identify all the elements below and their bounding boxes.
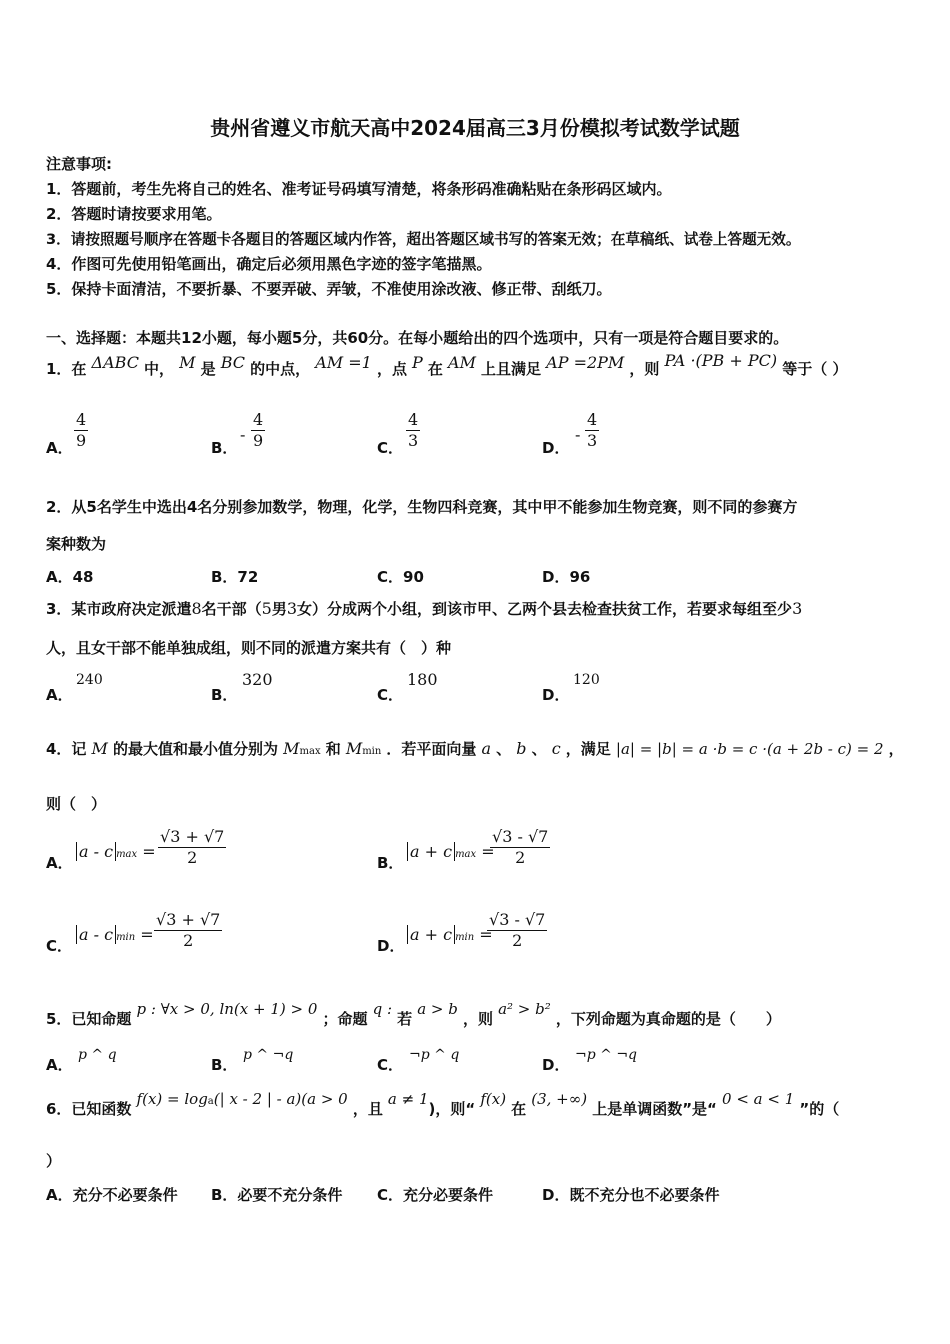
- q1-option-label: C．: [377, 439, 404, 457]
- denominator: 2: [512, 931, 523, 950]
- q6-math: 0 < a < 1: [722, 1090, 795, 1108]
- q1-option-sign: -: [240, 425, 246, 444]
- q3-option-value: 120: [573, 672, 600, 688]
- q1-text: ，点: [376, 360, 407, 378]
- q6-option: A．充分不必要条件: [46, 1186, 178, 1204]
- q5-math: , ln(x + 1) > 0: [209, 1000, 318, 1018]
- q1-option-a-fraction: [74, 410, 88, 451]
- q6-math: (| x - 2 | - a)(a > 0: [213, 1090, 348, 1108]
- q6-text: ”的（: [799, 1100, 840, 1118]
- numerator: √3 - √7: [489, 910, 546, 929]
- q6-option: D．既不充分也不必要条件: [542, 1186, 720, 1204]
- q1-text: 中，: [144, 360, 175, 378]
- q4-math: M: [91, 739, 108, 758]
- q4-option-c-norm: a - c min =: [76, 925, 154, 944]
- q1-text: 是: [200, 360, 216, 378]
- q1-math: AM: [448, 353, 476, 372]
- numerator: 4: [76, 410, 87, 429]
- norm-expression: a + c: [407, 925, 455, 944]
- q3-text: 女）分成两个小组，到该市甲、乙两个县去检查扶贫工作，若要求每组至少: [297, 600, 793, 618]
- denominator: 3: [408, 431, 419, 450]
- q4-math: M: [283, 739, 300, 758]
- q1-text: 1．在: [46, 360, 87, 378]
- question-2-line1: 2．从5名学生中选出4名分别参加数学，物理，化学，生物四科竞赛，其中甲不能参加生物竞赛，则不同的参赛方: [46, 498, 798, 516]
- notice-item: 2．答题时请按要求用笔。: [46, 205, 222, 223]
- q6-option: C．充分必要条件: [377, 1186, 494, 1204]
- q1-option-d-fraction: [585, 410, 599, 451]
- denominator: 9: [253, 431, 264, 450]
- norm-expression: a - c: [76, 842, 116, 861]
- q1-option-label: A．: [46, 439, 73, 457]
- question-4-line2: 则（ ）: [46, 795, 107, 813]
- norm-expression: a - c: [76, 925, 116, 944]
- numerator: 4: [408, 410, 419, 429]
- q1-text: 上且满足: [481, 360, 542, 378]
- q1-option-label: B．: [211, 439, 238, 457]
- q3-math: 3: [792, 599, 803, 618]
- q5-math: q :: [372, 1000, 393, 1018]
- q5-text: ；命题: [322, 1010, 368, 1028]
- q4-option-b-norm: a + c max =: [407, 842, 495, 861]
- q4-option-label: D．: [377, 937, 405, 955]
- q3-option-value: 320: [242, 670, 273, 689]
- norm-expression: a + c: [407, 842, 455, 861]
- q1-text: 的中点，: [250, 360, 311, 378]
- q5-option-label: D．: [542, 1056, 570, 1074]
- q4-text: ．若平面向量: [386, 740, 477, 758]
- q3-option-label: B．: [211, 686, 238, 704]
- denominator: 3: [587, 431, 598, 450]
- q2-option: A．48: [46, 568, 94, 586]
- q3-math: 3: [286, 599, 298, 618]
- q4-math: M: [345, 739, 363, 758]
- question-3-line1: [46, 598, 802, 619]
- q5-math: p : ∀x > 0: [136, 1000, 210, 1018]
- denominator: 2: [187, 848, 198, 867]
- q1-math: AM =1: [315, 353, 372, 372]
- q4-math: c: [551, 739, 561, 758]
- q1-text: ，则: [629, 360, 660, 378]
- q1-text: 在: [427, 360, 443, 378]
- norm-subscript: min: [116, 932, 136, 943]
- q3-option-label: D．: [542, 686, 570, 704]
- denominator: 2: [183, 931, 194, 950]
- question-4-line1: [46, 738, 904, 759]
- notice-item: 5．保持卡面清洁，不要折暴、不要弄破、弄皱，不准使用涂改液、修正带、刮纸刀。: [46, 280, 612, 298]
- q3-option-value: 180: [407, 670, 438, 689]
- q6-text: 上是单调函数”是“: [592, 1100, 717, 1118]
- q2-option: D．96: [542, 568, 591, 586]
- question-1: [46, 351, 848, 388]
- q5-text: ，则: [462, 1010, 493, 1028]
- notice-heading: 注意事项:: [46, 155, 112, 173]
- q1-option-c-fraction: [406, 410, 420, 451]
- page-title: 贵州省遵义市航天高中2024届高三3月份模拟考试数学试题: [210, 116, 740, 140]
- q4-text: ，满足: [565, 740, 611, 758]
- q4-option-label: A．: [46, 854, 73, 872]
- q5-text: 5．已知命题: [46, 1010, 132, 1028]
- q4-subscript: min: [362, 746, 382, 757]
- numerator: 4: [587, 410, 598, 429]
- q5-option-value: p ^ q: [78, 1047, 117, 1063]
- numerator: √3 - √7: [492, 827, 549, 846]
- notice-item: 4．作图可先使用铅笔画出，确定后必须用黑色字迹的签字笔描黑。: [46, 255, 492, 273]
- q3-text: 名干部（: [201, 600, 262, 618]
- q6-math: f(x) = log: [136, 1090, 208, 1108]
- q6-subscript: a: [207, 1096, 214, 1107]
- q5-option-label: B．: [211, 1056, 238, 1074]
- q5-math: a² > b²: [498, 1000, 551, 1018]
- q6-math: (3, +∞): [531, 1090, 588, 1108]
- q4-option-d-norm: a + c min =: [407, 925, 493, 944]
- q4-option-b-fraction: [490, 827, 550, 868]
- q4-subscript: max: [299, 746, 321, 757]
- q1-math: P: [412, 353, 423, 372]
- q4-option-c-fraction: [154, 910, 222, 951]
- q4-option-a-norm: a - c max =: [76, 842, 156, 861]
- q4-text: 和: [325, 740, 341, 758]
- q2-option: B．72: [211, 568, 259, 586]
- q5-text: 若: [397, 1010, 413, 1028]
- q1-option-sign: -: [575, 425, 581, 444]
- q4-condition: |a| = |b| = a ·b = c ·(a + 2b - c) = 2: [615, 740, 884, 758]
- q6-text: )，则“: [428, 1100, 476, 1118]
- q3-text: 3．某市政府决定派遣: [46, 600, 192, 618]
- denominator: 9: [76, 431, 87, 450]
- norm-subscript: min: [455, 932, 475, 943]
- q4-option-a-fraction: [158, 827, 226, 868]
- q3-text: 男: [271, 600, 287, 618]
- q5-option-value: ¬p ^ q: [409, 1047, 460, 1063]
- section-heading: 一、选择题：本题共12小题，每小题5分，共60分。在每小题给出的四个选项中，只有一项是符合题目要求的。: [46, 329, 789, 347]
- q3-math: 8: [191, 599, 202, 618]
- q1-text: 等于（ ）: [782, 360, 848, 378]
- q6-text: ，且: [352, 1100, 383, 1118]
- numerator: √3 + √7: [160, 827, 225, 846]
- q1-math: PA ·(PB + PC): [664, 351, 778, 370]
- numerator: √3 + √7: [156, 910, 221, 929]
- q4-text: 4．记: [46, 740, 87, 758]
- notice-item: 3．请按照题号顺序在答题卡各题目的答题区域内作答，超出答题区域书写的答案无效；在草稿纸、试卷上答题无效。: [46, 231, 801, 248]
- question-5: [46, 998, 781, 1028]
- q1-math: AP =2PM: [546, 353, 625, 372]
- norm-subscript: max: [116, 849, 138, 860]
- q6-text: 6．已知函数: [46, 1100, 132, 1118]
- q5-text: ，下列命题为真命题的是（ ）: [555, 1010, 781, 1028]
- q3-math: 5: [261, 599, 272, 618]
- q4-option-label: C．: [46, 937, 73, 955]
- q3-option-label: A．: [46, 686, 73, 704]
- q4-math: a: [481, 739, 492, 758]
- q2-option: C．90: [377, 568, 424, 586]
- q6-math: f(x): [480, 1090, 507, 1108]
- q4-text: ，: [888, 740, 904, 758]
- q5-option-value: p ^ ¬q: [243, 1047, 294, 1063]
- question-3-line2: 人，且女干部不能单独成组，则不同的派遣方案共有（ ）种: [46, 639, 452, 657]
- q6-text: 在: [511, 1100, 527, 1118]
- q4-math: b: [516, 739, 527, 758]
- q4-option-label: B．: [377, 854, 404, 872]
- question-2-line2: 案种数为: [46, 535, 107, 553]
- numerator: 4: [253, 410, 264, 429]
- q4-option-d-fraction: [487, 910, 547, 951]
- q4-text: 的最大值和最小值分别为: [113, 740, 279, 758]
- q3-option-label: C．: [377, 686, 404, 704]
- q3-option-value: 240: [76, 672, 103, 688]
- notice-item: 1．答题前，考生先将自己的姓名、准考证号码填写清楚，将条形码准确粘贴在条形码区域内。: [46, 180, 672, 198]
- q4-text: 、: [496, 740, 512, 758]
- q1-option-b-fraction: [251, 410, 265, 451]
- denominator: 2: [515, 848, 526, 867]
- q1-option-label: D．: [542, 439, 570, 457]
- q5-option-value: ¬p ^ ¬q: [575, 1047, 638, 1063]
- q6-option: B．必要不充分条件: [211, 1186, 343, 1204]
- q1-math: M: [179, 353, 196, 372]
- question-6-line2: ）: [46, 1152, 62, 1170]
- q6-math: a ≠ 1: [387, 1090, 429, 1108]
- q1-math: ΔABC: [91, 353, 139, 372]
- q5-option-label: C．: [377, 1056, 404, 1074]
- question-6-line1: [46, 1088, 840, 1118]
- q4-text: 、: [531, 740, 547, 758]
- q5-math: a > b: [417, 1000, 458, 1018]
- norm-subscript: max: [455, 849, 477, 860]
- q5-option-label: A．: [46, 1056, 73, 1074]
- q1-math: BC: [220, 353, 246, 372]
